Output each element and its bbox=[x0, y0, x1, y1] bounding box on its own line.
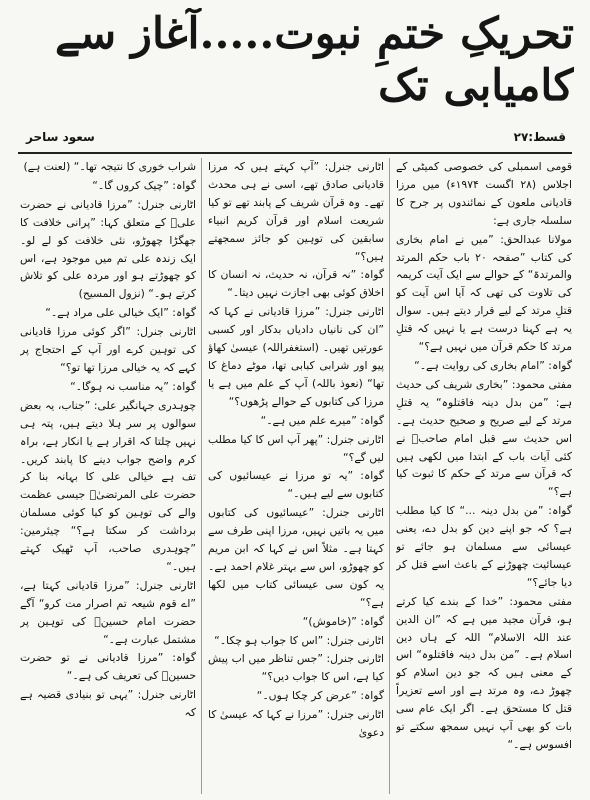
installment-label: قسط:۲۷ bbox=[513, 130, 566, 144]
headline: تحریکِ ختمِ نبوت.....آغاز سے کامیابی تک bbox=[54, 9, 574, 111]
paragraph: اٹارنی جنرل: ”جس تناظر میں اب پیش کیا ہے، اس کا جواب دیں؟“ bbox=[208, 652, 384, 684]
paragraph: گواہ: ”یہ مناسب نہ ہوگا۔“ bbox=[70, 379, 196, 393]
paragraph: گواہ: ”من بدل دینہ ...“ کا کیا مطلب ہے؟ کہ جو اپنے دین کو بدل دے، یعنی عیسائی سے مسلمان ہو جائے تو عیسائیت چھوڑنے کے باعث اسے قتل کر دیا جائے؟“ bbox=[396, 504, 572, 589]
paragraph: چوہدری جہانگیر علی: ”جناب، یہ بعض سوالوں پر سر ہلا دیتے ہیں، پتہ ہی نہیں چلتا کہ اقرار ہے یا انکار ہے، براہ کرم واضح جواب دینے کا پابند کریں۔ تف ہے خیالی علی کا بہانہ بنا کر حضرت علی المرتضیٰؓ جیسی عظمت والے کی توہین کو کیا کوئی مسلمان برداشت کر سکتا ہے؟“ چیئرمین: ”چوہدری صاحب، آپ ٹھیک کہتے ہیں۔“ bbox=[20, 398, 196, 573]
paragraph: اٹارنی جنرل: ”آپ کہتے ہیں کہ مرزا قادیانی صادق تھے، اسی نے ہی محدث تھے۔ وہ قرآن شریف کے پابند تھے تو کیا شریعت اسلام اور قرآن کریم انبیاء سابقین کی توہین کو جائز سمجھتے ہیں؟“ bbox=[208, 160, 384, 263]
column-3 bbox=[20, 158, 196, 794]
header-rule bbox=[18, 152, 572, 154]
paragraph: گواہ: ”امام بخاری کی روایت ہے۔“ bbox=[414, 358, 572, 372]
paragraph: گواہ: ”مرزا قادیانی نے تو حضرت حسینؓ کی تعریف کی ہے۔“ bbox=[20, 651, 196, 683]
paragraph: مفتی محمود: ”بخاری شریف کی حدیث ہے: ”من بدل دینہ فاقتلوہ“ یہ قتلِ مرتد کے لیے صریح و صحیح حدیث ہے۔ اس حدیث سے قبل امام صاحبؒ نے کئی آیات باب کے ابتدا میں لکھی ہیں کہ قرآن سے مرتد کے حکم کا ثبوت کیا ہے؟“ bbox=[396, 377, 572, 499]
paragraph: اٹارنی جنرل: ”یہی تو بنیادی قضیہ ہے کہ bbox=[20, 688, 196, 720]
paragraph: گواہ: ”چیک کروں گا۔“ bbox=[92, 178, 196, 192]
paragraph: اٹارنی جنرل: ”پھر آپ اس کا کیا مطلب لیں گے؟“ bbox=[208, 432, 384, 464]
article-body bbox=[18, 158, 572, 794]
paragraph: اٹارنی جنرل: ”اس کا جواب ہو چکا۔“ bbox=[214, 633, 384, 647]
paragraph: گواہ: ”ایک خیالی علی مراد ہے۔“ bbox=[45, 306, 196, 320]
paragraph: گواہ: ”نہ قرآن، نہ حدیث، نہ انسان کا اخلاق کوئی بھی اجازت نہیں دیتا۔“ bbox=[208, 268, 384, 300]
paragraph: شراب خوری کا نتیجہ تھا۔“ (لعنت ہے) bbox=[23, 160, 196, 173]
paragraph: مولانا عبدالحق: ”میں نے امام بخاری کی کتاب ”صفحہ ۲۰ باب حکم المرتد والمرتدۃ“ کے حوالے سے ایک آیت کریمہ کی تلاوت کی تھی کہ آیا اس آیت کو قتلِ مرتد کے لیے قرار دیتے ہیں۔ سوال یہ ہے کہنا درست ہے یا نہیں کہ قتلِ مرتد کا حکم قرآن میں نہیں ہے؟“ bbox=[396, 232, 572, 354]
paragraph: اٹارنی جنرل: ”مرزا قادیانی کہتا ہے، ”اے قوم شیعہ تم اصرار مت کرو“ آگے حضرت امام حسینؓ کی توہین پر مشتمل عبارت ہے۔“ bbox=[20, 578, 196, 646]
column-2 bbox=[208, 158, 384, 794]
column-divider bbox=[389, 158, 390, 794]
column-divider bbox=[201, 158, 202, 794]
author-name: سعود ساحر bbox=[26, 130, 95, 144]
paragraph: گواہ: ”(خاموش)“ bbox=[302, 614, 384, 628]
paragraph: اٹارنی جنرل: ”مرزا قادیانی نے حضرت علیؓ کے متعلق کہا: ”پرانی خلافت کا جھگڑا چھوڑو، نئی خلافت کو لے لو۔ ایک زندہ علی تم میں موجود ہے، اس کو چھوڑتے ہو اور مردہ علی کو تلاش کرتے ہو۔“ (نزول المسیح) bbox=[20, 197, 196, 301]
paragraph: قومی اسمبلی کی خصوصی کمیٹی کے اجلاس (۲۸ اگست ۱۹۷۴ء) میں مرزا قادیانی ملعون کے نمائندوں پر جرح کا سلسلہ جاری ہے: bbox=[396, 160, 572, 227]
paragraph: مفتی محمود: ”خدا کے بندے کیا کرتے ہو، قرآن مجید میں ہے کہ ”ان الدین عند اللہ الاسلام“ اللہ کے ہاں دین اسلام ہے۔ ”من بدل دینہ فاقتلوہ“ اس کے معنی ہیں کہ جو دین اسلام کو چھوڑ دے، وہ مرتد ہے اور اسے تعزیراً قتل کا مستحق ہے۔ اگر ایک عام سی بات کو بھی آپ نہیں سمجھ سکتے تو افسوس ہے۔“ bbox=[396, 594, 572, 751]
paragraph: اٹارنی جنرل: ”عیسائیوں کی کتابوں میں یہ باتیں نہیں، مرزا اپنی طرف سے کہتا ہے۔ مثلاً اس نے کہا کہ ابن مریم کو چھوڑو، اس سے بہتر غلام احمد ہے۔ یہ کون سی عیسائی کتاب میں لکھا ہے؟“ bbox=[208, 506, 384, 609]
paragraph: گواہ: ”یہ تو مرزا نے عیسائیوں کی کتابوں سے لیے ہیں۔“ bbox=[208, 469, 384, 501]
paragraph: اٹارنی جنرل: ”اگر کوئی مرزا قادیانی کی توہین کرے اور آپ کے احتجاج پر کہے کہ یہ خیالی مرزا تھا تو؟“ bbox=[20, 325, 196, 374]
paragraph: اٹارنی جنرل: ”مرزا قادیانی نے کہا کہ ”ان کی نانیاں دادیاں بدکار اور کسبی عورتیں تھیں۔ (استغفراللہ) عیسیٰ کھاؤ پیو اور شرابی کبابی تھا، موٹے دماغ کا تھا“ (نعوذ باللہ) آپ کے علم میں ہے یا مرزا کی کتابوں کے حوالے پڑھوں؟“ bbox=[208, 305, 384, 408]
column-1 bbox=[396, 158, 572, 794]
paragraph: گواہ: ”میرے علم میں ہے۔“ bbox=[260, 413, 384, 427]
byline-bar bbox=[20, 130, 570, 148]
paragraph: گواہ: ”عرض کر چکا ہوں۔“ bbox=[256, 689, 384, 703]
paragraph: اٹارنی جنرل: ”مرزا نے کہا کہ عیسیٰ کا دعویٰ bbox=[208, 708, 384, 740]
